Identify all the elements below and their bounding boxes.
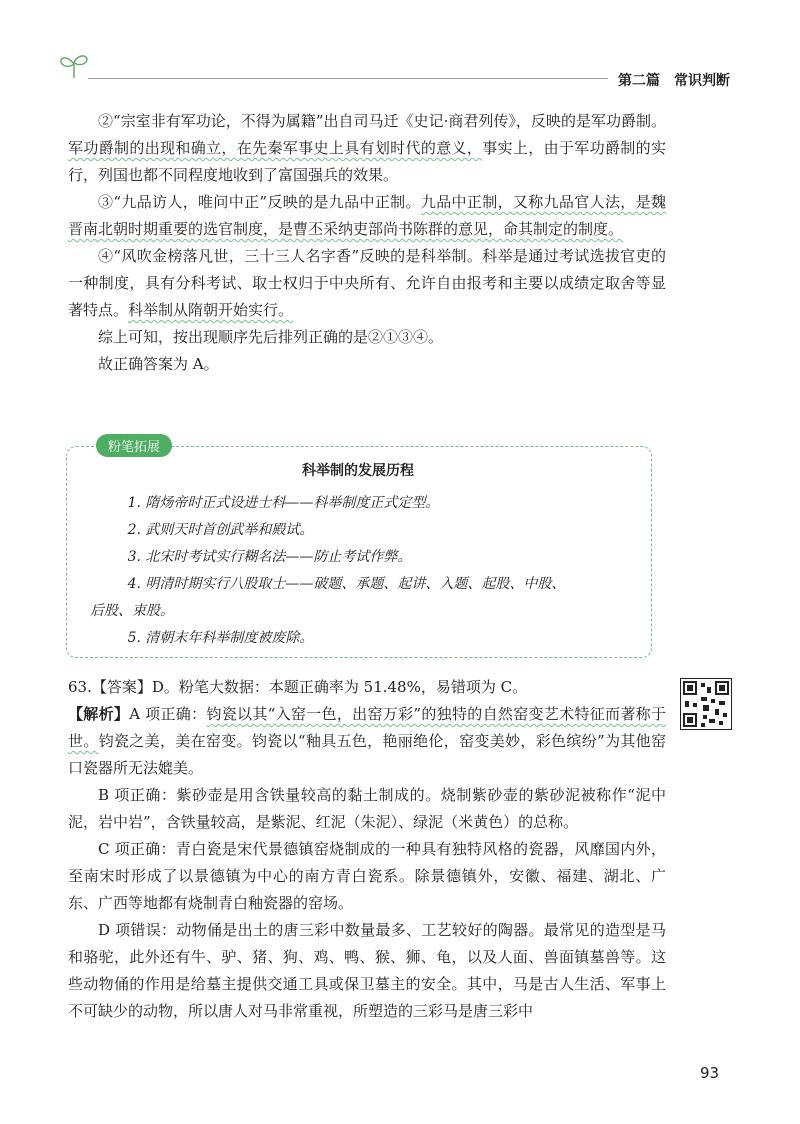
extension-title: 科举制的发展历程 xyxy=(302,463,414,479)
paragraph-b: B 项正确：紫砂壶是用含铁量较高的黏土制成的。烧制紫砂壶的紫砂泥被称作“泥中泥，岩中岩”，含铁量较高，是紫泥、红泥（朱泥）、绿泥（米黄色）的总称。 xyxy=(68,786,666,831)
header-rule xyxy=(88,78,608,79)
list-item: 后股、束股。 xyxy=(90,603,174,619)
page-number: 93 xyxy=(700,1064,720,1082)
extension-tag: 粉笔拓展 xyxy=(96,434,172,457)
list-item: 2. 武则天时首创武举和殿试。 xyxy=(127,522,314,538)
list-item: 1. 隋炀帝时正式设进士科——科举制度正式定型。 xyxy=(127,495,440,511)
qr-code-icon[interactable] xyxy=(680,678,732,730)
question-63-section xyxy=(68,674,666,1025)
page-header xyxy=(0,0,800,100)
answer-line: 63.【答案】D。粉笔大数据：本题正确率为 51.48%，易错项为 C。 xyxy=(68,678,528,696)
paragraph-c: C 项正确：青白瓷是宋代景德镇窑烧制成的一种具有独特风格的瓷器，风靡国内外，至南宋时形成了以景德镇为中心的南方青白瓷系。除景德镇外，安徽、福建、湖北、广东、广西等地都有烧制青白釉瓷器的窑场。 xyxy=(68,840,666,912)
sprout-icon xyxy=(56,50,92,80)
paragraph-2: ③“九品访人，唯问中正”反映的是九品中正制。九品中正制，又称九品官人法，是魏晋南北朝时期重要的选官制度，是曹丕采纳吏部尚书陈群的意见，命其制定的制度。 xyxy=(68,193,666,238)
paragraph-a: 【解析】A 项正确：钧瓷以其“入窑一色，出窑万彩”的独特的自然窑变艺术特征而著称于世。钧瓷之美，美在窑变。钧瓷以“釉具五色，艳丽绝伦，窑变美妙，彩色缤纷”为其他窑口瓷器所无法媲美。 xyxy=(68,705,666,777)
list-item: 3. 北宋时考试实行糊名法——防止考试作弊。 xyxy=(127,549,412,565)
paragraph-d: D 项错误：动物俑是出土的唐三彩中数量最多、工艺较好的陶器。最常见的造型是马和骆驼，此外还有牛、驴、猪、狗、鸡、鸭、猴、狮、龟，以及人面、兽面镇墓兽等。这些动物俑的作用是给墓主提供交通工具或保卫墓主的安全。其中，马是古人生活、军事上不可缺少的动物，所以唐人对马非常重视，所塑造的三彩马是唐三彩中 xyxy=(68,921,666,1020)
list-item: 4. 明清时期实行八股取士——破题、承题、起讲、入题、起股、中股、 xyxy=(127,576,566,592)
extension-list xyxy=(90,490,628,652)
list-item: 5. 清朝末年科举制度被废除。 xyxy=(127,630,314,646)
chapter-title: 第二篇 常识判断 xyxy=(618,73,730,89)
analysis-section xyxy=(68,108,666,378)
paragraph-3: ④“风吹金榜落凡世，三十三人名字香”反映的是科举制。科举是通过考试选拔官吏的一种制度，具有分科考试、取士权归于中央所有、允许自由报考和主要以成绩定取舍等显著特点。科举制从隋朝开始实行。 xyxy=(68,247,666,319)
paragraph-4: 综上可知，按出现顺序先后排列正确的是②①③④。 xyxy=(98,328,444,346)
paragraph-1: ②“宗室非有军功论，不得为属籍”出自司马迁《史记·商君列传》，反映的是军功爵制。军功爵制的出现和确立，在先秦军事史上具有划时代的意义，事实上，由于军功爵制的实行，列国也都不同程度地收到了富国强兵的效果。 xyxy=(68,112,666,184)
paragraph-5: 故正确答案为 A。 xyxy=(98,355,219,373)
